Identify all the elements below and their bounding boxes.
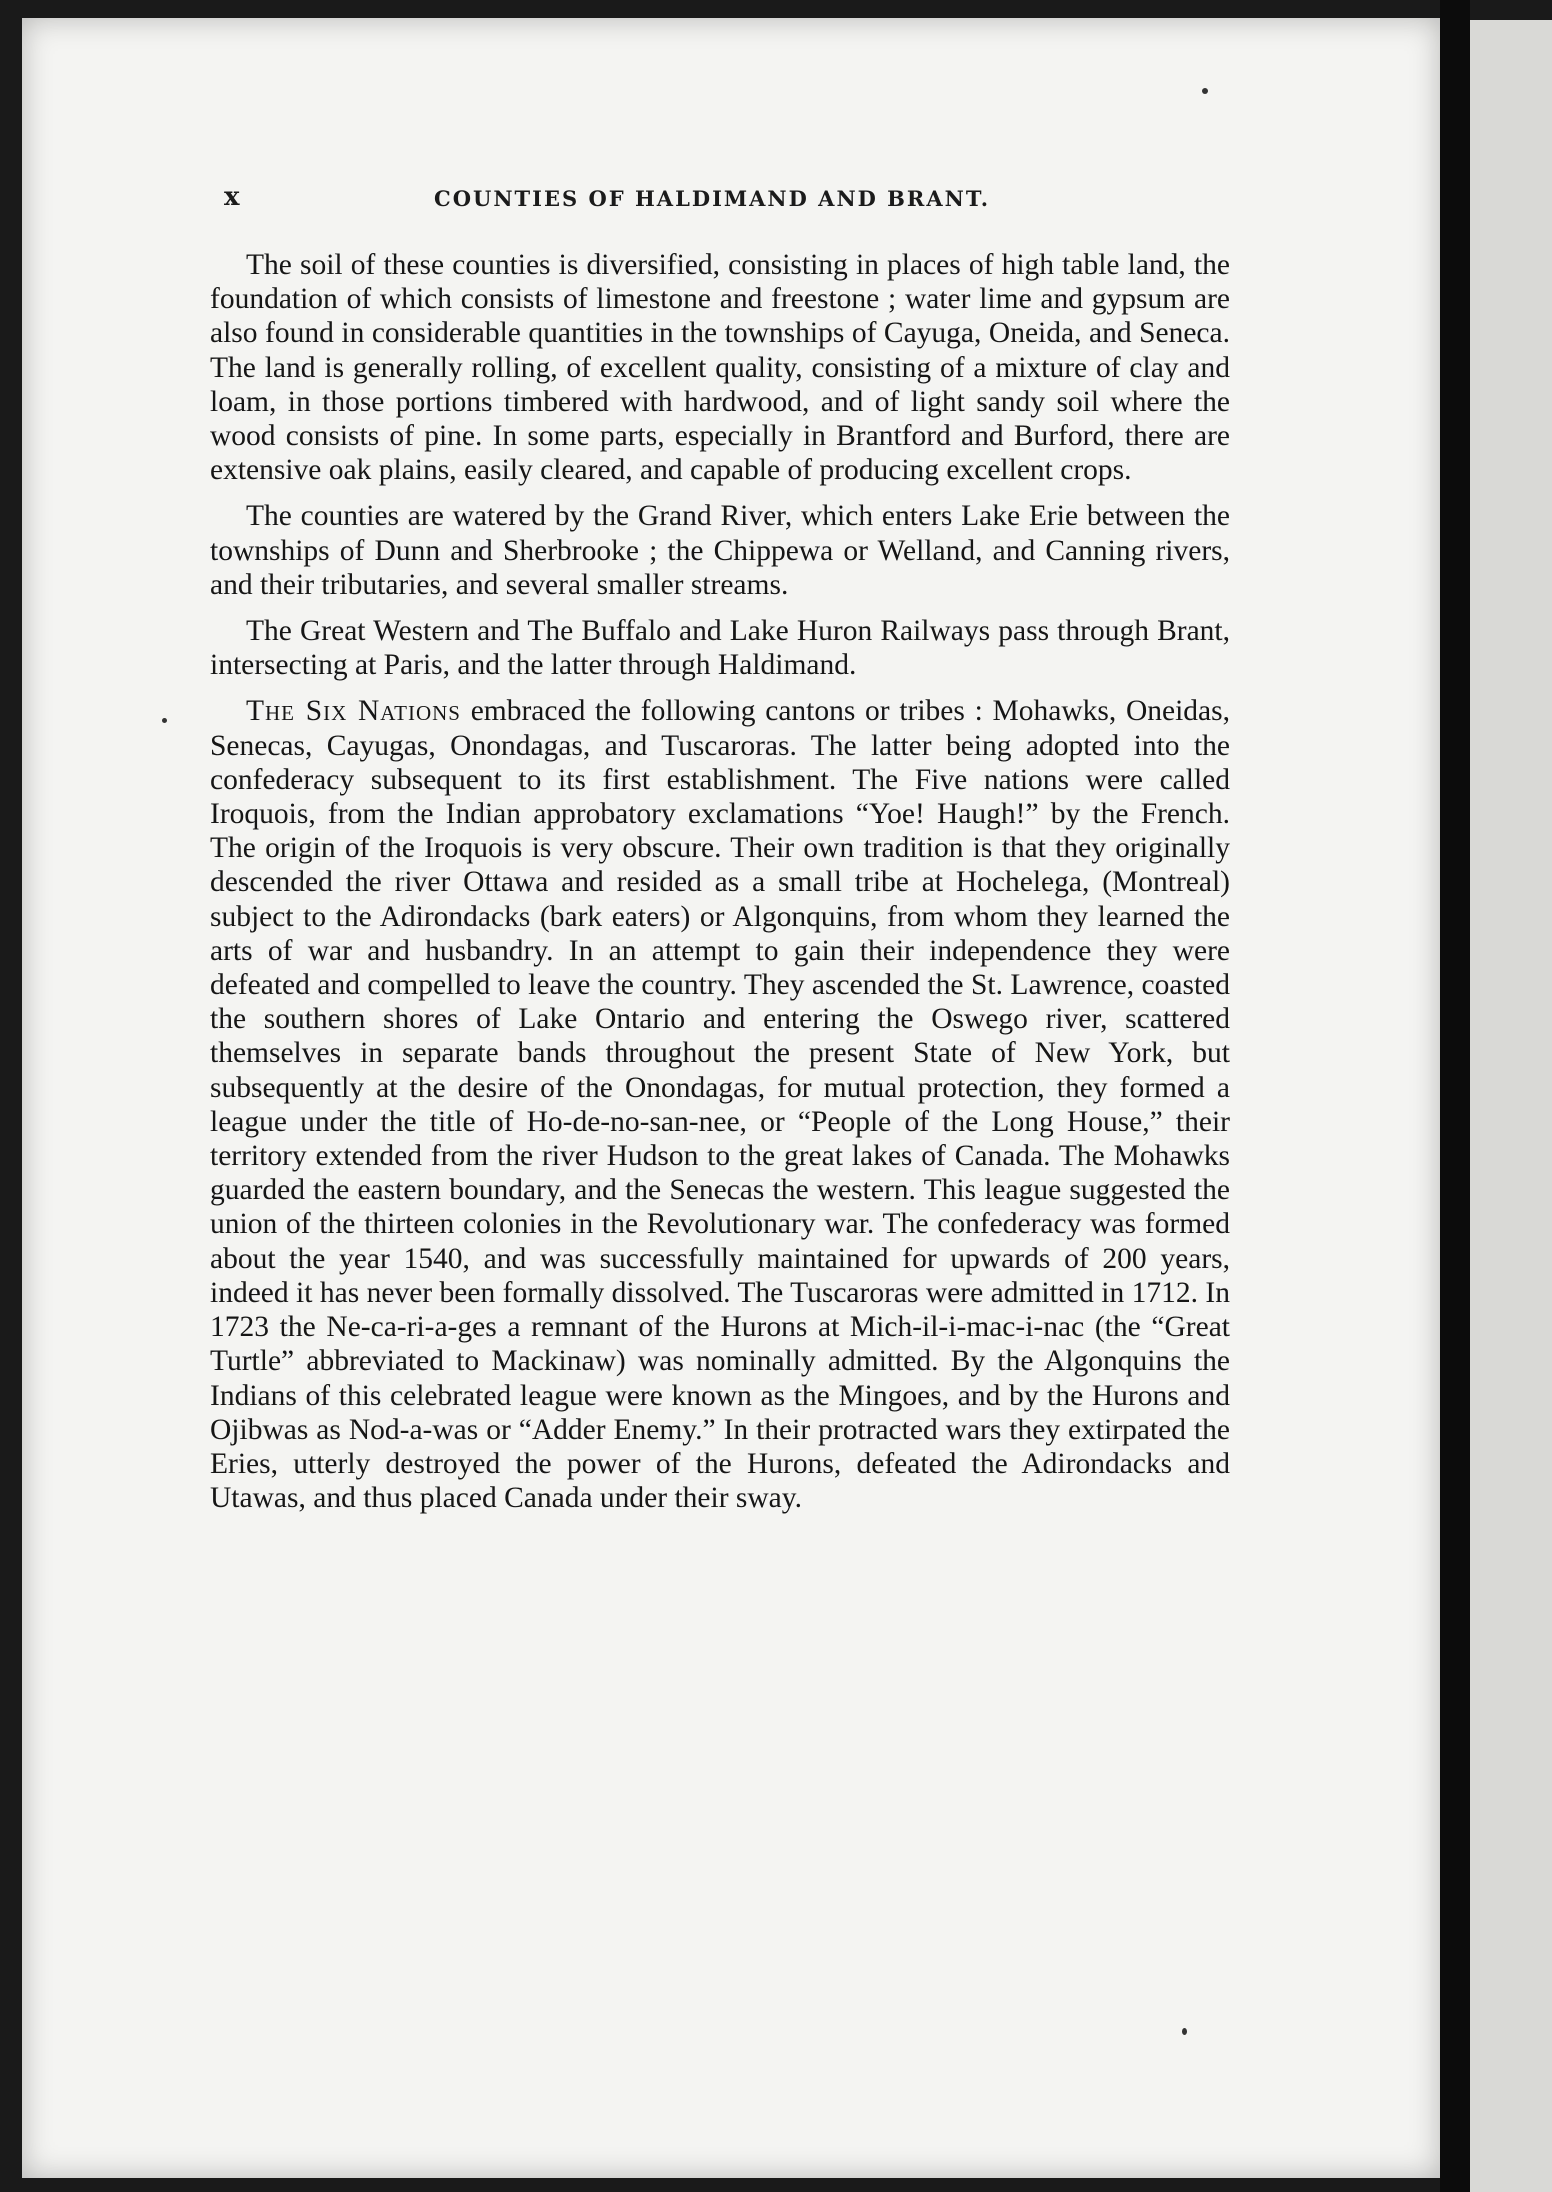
ink-speck — [162, 718, 167, 723]
running-head: COUNTIES OF HALDIMAND AND BRANT. — [434, 186, 991, 211]
body-text — [210, 248, 1230, 1527]
paragraph-railways: The Great Western and The Buffalo and Lake Huron Railways pass through Brant, intersecting at Paris, and the latter through Haldimand. — [210, 615, 1230, 682]
paragraph-body: embraced the following cantons or tribes : Mohawks, Oneidas, Senecas, Cayugas, Onondagas, and Tuscaroras. The latter being adopted into the confederacy subsequent to its first establishment. The Five nations were called Iroquois, from the Indian approbatory exclamations “Yoe! Haugh!” by the French. The origin of the Iroquois is very obscure. Their own tradition is that they originally descended the river Ottawa and resided as a small tribe at Hochelega, (Montreal) subject to the Adirondacks (bark eaters) or Algonquins, from whom they learned the arts of war and husbandry. In an attempt to gain their independence they were defeated and compelled to leave the country. They ascended the St. Lawrence, coasted the southern shores of Lake Ontario and entering the Oswego river, scattered themselves in separate bands throughout the present State of New York, but subsequently at the desire of the Onondagas, for mutual protection, they formed a league under the title of Ho-de-no-san-nee, or “People of the Long House,” their territory extended from the river Hudson to the great lakes of Canada. The Mohawks guarded the eastern boundary, and the Senecas the western. This league suggested the union of the thirteen colonies in the Revolutionary war. The confederacy was formed about the year 1540, and was successfully maintained for upwards of 200 years, indeed it has never been formally dissolved. The Tuscaroras were admitted in 1712. In 1723 the Ne-ca-ri-a-ges a remnant of the Hurons at Mich-il-i-mac-i-nac (the “Great Turtle” abbreviated to Mackinaw) was nominally admitted. By the Algonquins the Indians of this celebrated league were known as the Mingoes, and by the Hurons and Ojibwas as Nod-a-was or “Adder Enemy.” In their protracted wars they extirpated the Eries, utterly destroyed the power of the Hurons, defeated the Adirondacks and Utawas, and thus placed Canada under their sway. — [210, 695, 1230, 1515]
paragraph-six-nations — [210, 694, 1230, 1515]
page-gutter — [1440, 0, 1470, 2192]
paragraph-rivers: The counties are watered by the Grand River, which enters Lake Erie between the townships of Dunn and Sherbrooke ; the Chippewa or Welland, and Canning rivers, and their tributaries, and several smaller streams. — [210, 500, 1230, 601]
page-number: x — [224, 182, 240, 212]
page-header — [224, 182, 1234, 222]
ink-speck — [1202, 88, 1208, 94]
paragraph-soil: The soil of these counties is diversified, consisting in places of high table land, the foundation of which consists of limestone and freestone ; water lime and gypsum are also found in considerable quantities in the townships of Cayuga, Oneida, and Seneca. The land is generally rolling, of excellent quality, consisting of a mixture of clay and loam, in those portions timbered with hardwood, and of light sandy soil where the wood consists of pine. In some parts, especially in Brantford and Burford, there are extensive oak plains, easily cleared, and capable of producing excellent crops. — [210, 249, 1230, 487]
ink-speck — [1182, 2028, 1187, 2035]
adjacent-page-edge — [1470, 20, 1552, 2192]
paragraph-lead-in: The Six Nations — [246, 695, 461, 728]
